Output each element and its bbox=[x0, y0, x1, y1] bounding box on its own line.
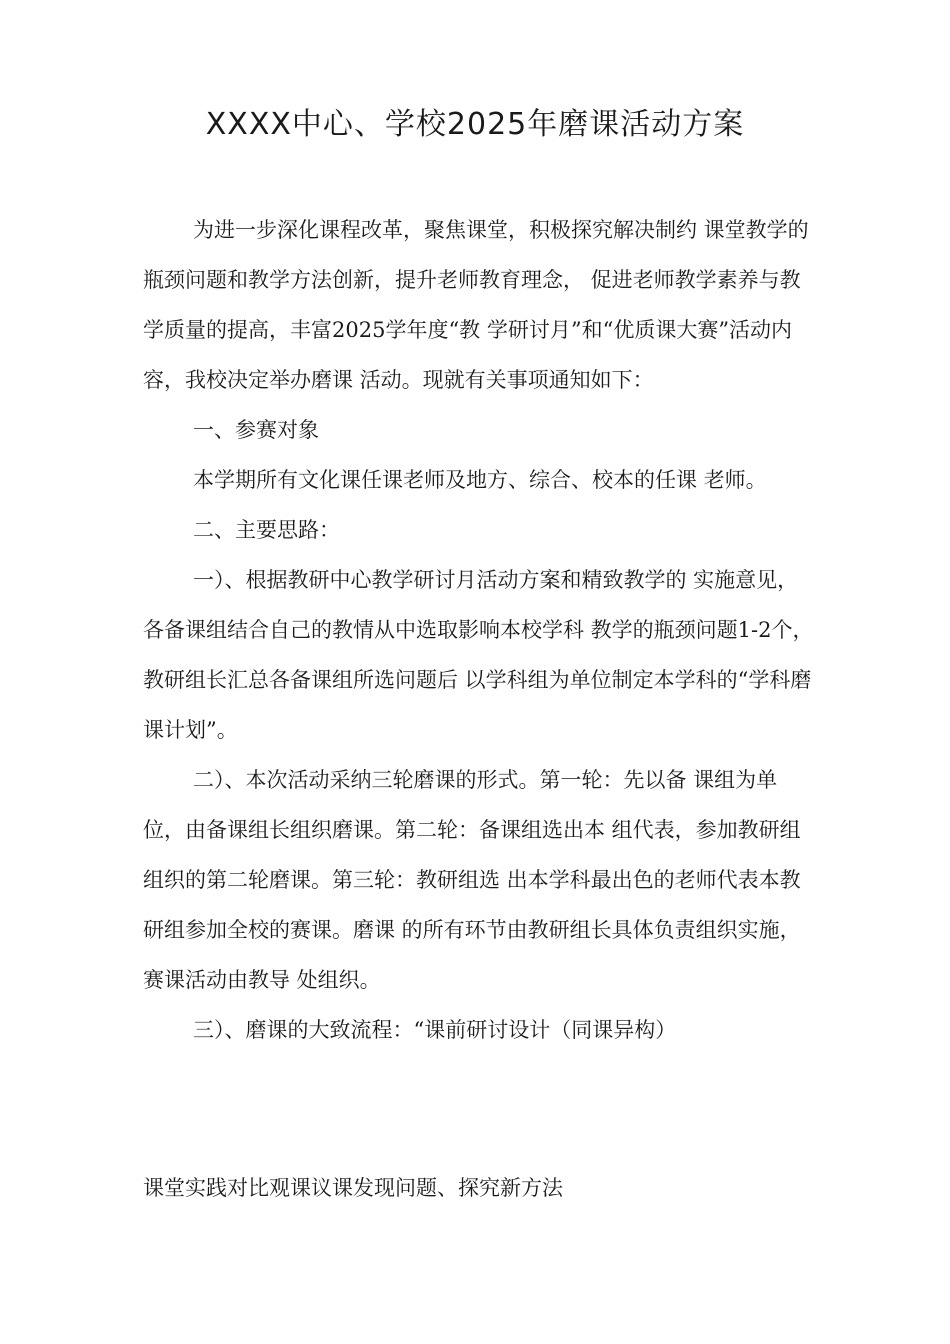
paragraph-idea-one: 一）、根据教研中心教学研讨月活动方案和精致教学的 实施意见，各备课组结合自己的教情从中选取影响本校学科 教学的瓶颈问题1-2个，教研组长汇总各备课组所选问题后 以学科组为单位制定本学科的“学科磨课计划”。 bbox=[143, 568, 814, 742]
paragraph-idea-three: 三）、磨课的大致流程：“课前研讨设计（同课异构） bbox=[193, 1018, 677, 1042]
document-body bbox=[143, 205, 817, 1055]
paragraph-flow-continuation: 课堂实践对比观课议课发现问题、探究新方法 bbox=[143, 1176, 563, 1200]
heading-participants: 一、参赛对象 bbox=[193, 418, 319, 442]
heading-main-ideas: 二、主要思路： bbox=[193, 518, 340, 542]
document-title: XXXX中心、学校2025年磨课活动方案 bbox=[205, 107, 745, 142]
paragraph-idea-two: 二）、本次活动采纳三轮磨课的形式。第一轮：先以备 课组为单位，由备课组长组织磨课。第二轮：备课组选出本 组代表，参加教研组组织的第二轮磨课。第三轮：教研组选 出本学科最出色的老师代表本教研组参加全校的赛课。磨课 的所有环节由教研组长具体负责组织实施，赛课活动由教导 处组织。 bbox=[143, 768, 801, 992]
paragraph-participants: 本学期所有文化课任课老师及地方、综合、校本的任课 老师。 bbox=[193, 468, 767, 492]
paragraph-intro: 为进一步深化课程改革，聚焦课堂，积极探究解决制约 课堂教学的瓶颈问题和教学方法创新，提升老师教育理念， 促进老师教学素养与教学质量的提高，丰富2025学年度“教 学研讨月”和“优质课大赛”活动内容，我校决定举办磨课 活动。现就有关事项通知如下： bbox=[143, 218, 809, 392]
